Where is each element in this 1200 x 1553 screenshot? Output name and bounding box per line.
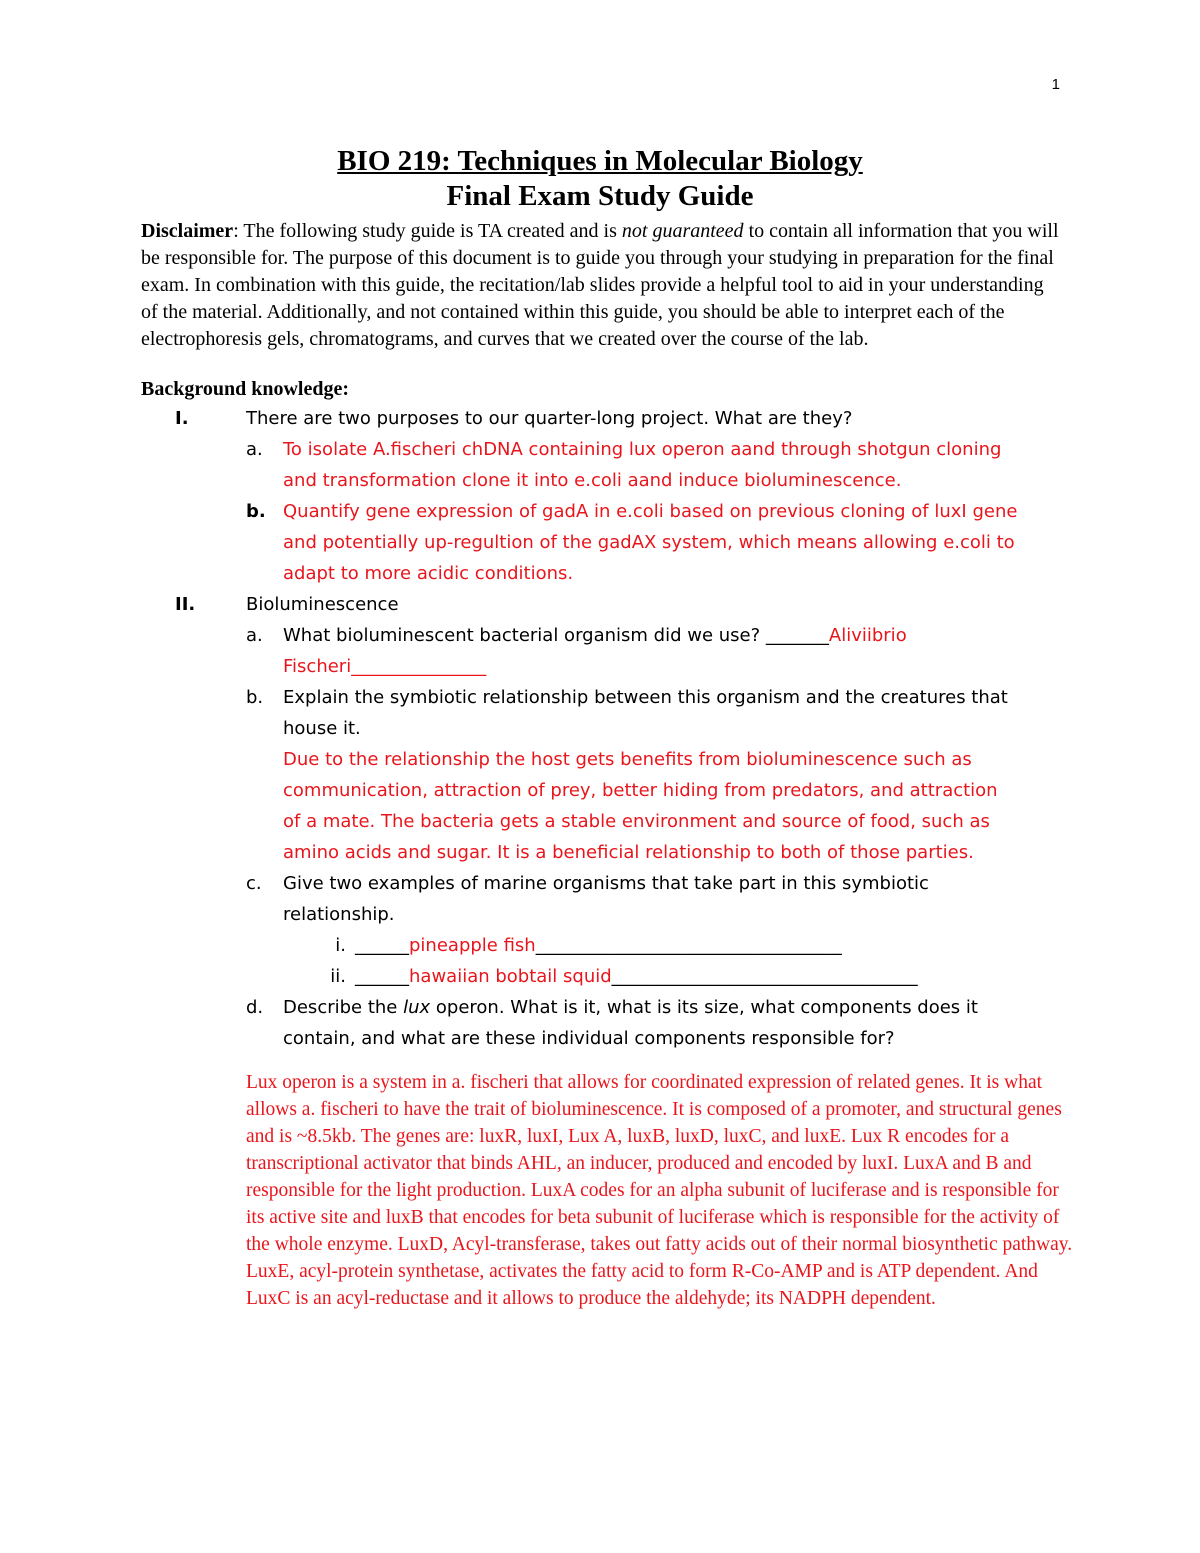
section2-d-question-line2: contain, and what are these individual components responsible for?	[283, 1028, 895, 1049]
course-title: BIO 219: Techniques in Molecular Biology	[337, 145, 863, 177]
section2-a-blank2: _______________	[351, 656, 487, 677]
section2-d-text1: Describe the	[283, 997, 404, 1018]
section2-b-answer-line2: communication, attraction of prey, better hiding from predators, and attraction	[283, 780, 998, 801]
section2-d-question-line1	[283, 992, 978, 1023]
section2-c-question-line2: relationship.	[283, 904, 395, 925]
section1-b-answer-line2: and potentially up-regultion of the gadAX system, which means allowing e.coli to	[283, 532, 1015, 553]
section1-a-marker: a.	[246, 439, 263, 460]
section2-ci-line	[355, 930, 842, 961]
guide-title: Final Exam Study Guide	[446, 180, 754, 212]
disclaimer-paragraph	[141, 218, 1061, 353]
section1-b-answer-line3: adapt to more acidic conditions.	[283, 563, 574, 584]
section2-b-marker: b.	[246, 687, 264, 708]
section2-ci-blank2: __________________________________	[535, 935, 842, 956]
section2-d-italic: lux	[403, 997, 431, 1018]
section2-cii-line	[355, 961, 918, 992]
section2-cii-answer: hawaiian bobtail squid	[409, 966, 612, 987]
section1-a-answer-line1: To isolate A.fischeri chDNA containing lux operon aand through shotgun cloning	[283, 439, 1002, 460]
section2-b-answer-line3: of a mate. The bacteria gets a stable environment and source of food, such as	[283, 811, 990, 832]
section2-cii-blank1: ______	[355, 966, 409, 987]
section1-question: There are two purposes to our quarter-long project. What are they?	[246, 408, 853, 429]
section2-cii-blank2: __________________________________	[611, 966, 918, 987]
section2-a-line1	[283, 620, 907, 651]
section2-a-line2	[283, 651, 486, 682]
lux-operon-answer: Lux operon is a system in a. fischeri that allows for coordinated expression of related genes. It is what allows a. fischeri to have the trait of bioluminescence. It is composed of a promoter, and structural genes and is ~8.5kb. The genes are: luxR, luxI, Lux A, luxB, luxD, luxC, and luxE. Lux R encodes for a transcriptional activator that binds AHL, an inducer, produced and encoded by luxI. LuxA and B and responsible for the light production. LuxA codes for an alpha subunit of luciferase and is responsible for its active site and luxB that encodes for beta subunit of luciferase which is responsible for the activity of the whole enzyme. LuxD, Acyl-transferase, takes out fatty acids out of their normal biosynthetic pathway. LuxE, acyl-protein synthetase, activates the fatty acid to form R-Co-AMP and is ATP dependent. And LuxC is an acyl-reductase and it allows to produce the aldehyde; its NADPH dependent.	[246, 1072, 1073, 1309]
background-heading: Background knowledge:	[141, 378, 350, 400]
disclaimer-emphasis: not guaranteed	[621, 220, 744, 242]
section1-a-answer-line2: and transformation clone it into e.coli aand induce bioluminescence.	[283, 470, 902, 491]
disclaimer-text-1: : The following study guide is TA created and is	[233, 220, 622, 242]
section2-d-marker: d.	[246, 997, 264, 1018]
section2-b-answer-line4: amino acids and sugar. It is a beneficial relationship to both of those parties.	[283, 842, 974, 863]
section2-a-question: What bioluminescent bacterial organism did we use?	[283, 625, 766, 646]
section2-ci-marker: i.	[335, 935, 346, 956]
section2-b-question-line2: house it.	[283, 718, 361, 739]
disclaimer-text-2: to contain all information that you will be responsible for. The purpose of this document is to guide you through your studying in preparation for the final exam. In combination with this guide, the recitation/lab slides provide a helpful tool to aid in your understanding of the material. Additionally, and not contained within this guide, you should be able to interpret each of the electrophoresis gels, chromatograms, and curves that we created over the course of the lab.	[141, 220, 1059, 350]
section2-marker: II.	[175, 594, 196, 615]
section1-b-marker: b.	[246, 501, 266, 522]
section2-heading: Bioluminescence	[246, 594, 399, 615]
section2-a-marker: a.	[246, 625, 263, 646]
section2-ci-blank1: ______	[355, 935, 409, 956]
disclaimer-label: Disclaimer	[141, 220, 234, 242]
section2-c-marker: c.	[246, 873, 262, 894]
section2-ci-answer: pineapple fish	[409, 935, 536, 956]
section1-b-answer-line1: Quantify gene expression of gadA in e.coli based on previous cloning of luxI gene	[283, 501, 1018, 522]
section1-marker: I.	[175, 408, 189, 429]
section2-c-question-line1: Give two examples of marine organisms that take part in this symbiotic	[283, 873, 929, 894]
section2-a-answer1: Aliviibrio	[828, 625, 907, 646]
section2-b-answer-line1: Due to the relationship the host gets benefits from bioluminescence such as	[283, 749, 972, 770]
section2-cii-marker: ii.	[330, 966, 346, 987]
section2-d-text2: operon. What is it, what is its size, what components does it	[430, 997, 978, 1018]
section2-b-question-line1: Explain the symbiotic relationship between this organism and the creatures that	[283, 687, 1008, 708]
page-number: 1	[1051, 76, 1060, 93]
section2-a-blank1: _______	[765, 625, 829, 646]
section2-a-answer2: Fischeri	[283, 656, 352, 677]
